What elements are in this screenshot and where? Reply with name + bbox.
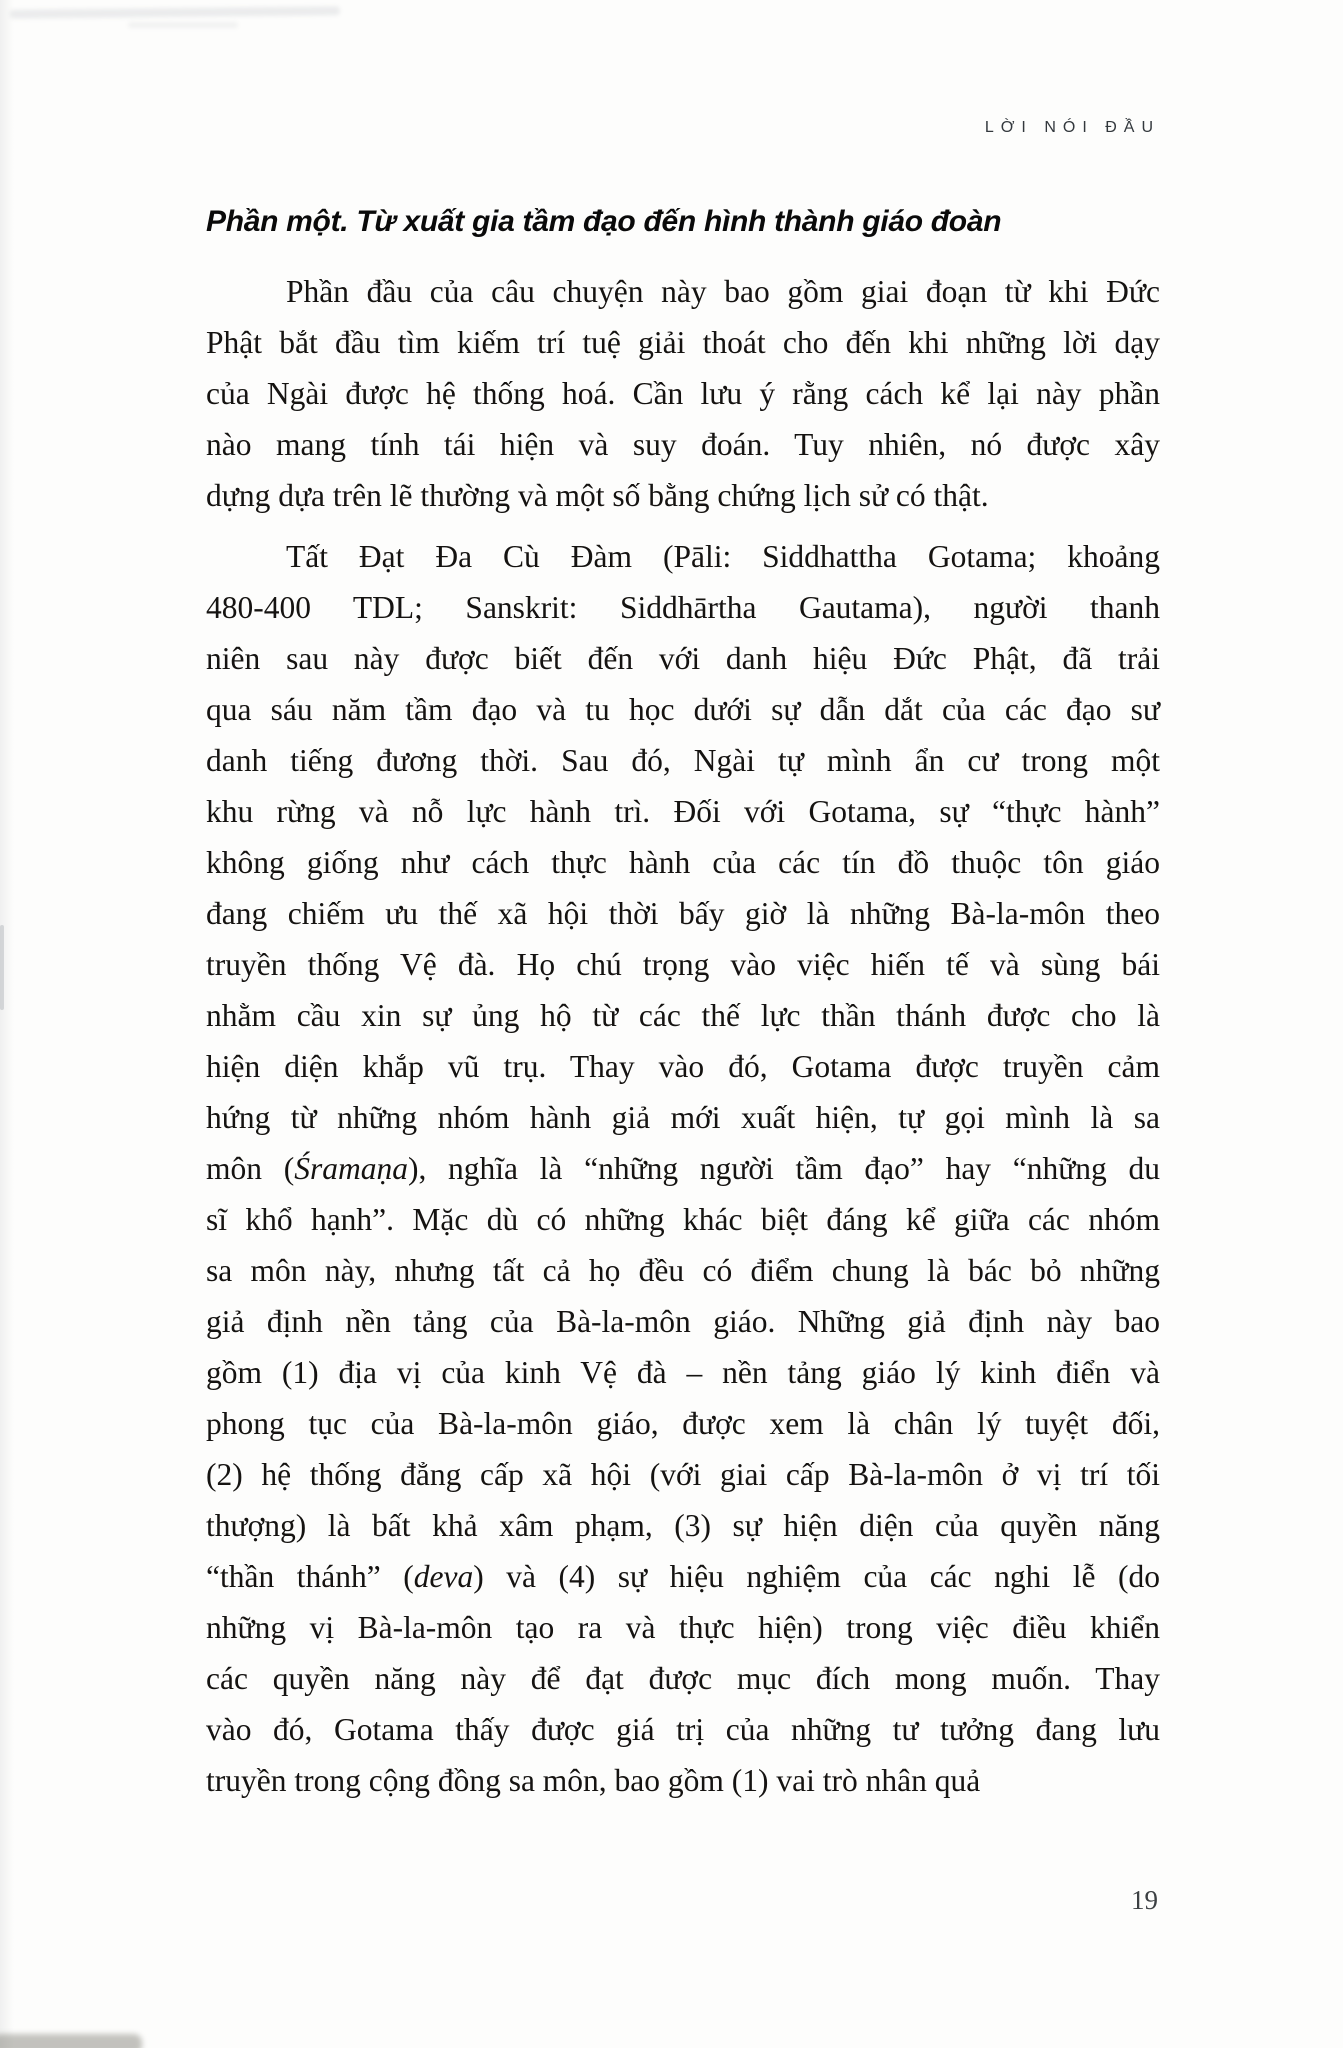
scan-smudge-top	[10, 6, 340, 18]
text-line: nhằm cầu xin sự ủng hộ từ các thế lực thần thánh được cho là	[206, 998, 1160, 1033]
text-line: những vị Bà-la-môn tạo ra và thực hiện) trong việc điều khiển	[206, 1610, 1160, 1645]
text-line: gồm (1) địa vị của kinh Vệ đà – nền tảng giáo lý kinh điển và	[206, 1355, 1160, 1390]
text-line: danh tiếng đương thời. Sau đó, Ngài tự mình ẩn cư trong một	[206, 743, 1160, 778]
text-line: Phần đầu của câu chuyện này bao gồm giai đoạn từ khi Đức	[286, 274, 1160, 309]
text-line: hứng từ những nhóm hành giả mới xuất hiện, tự gọi mình là sa	[206, 1100, 1160, 1135]
text-line: của Ngài được hệ thống hoá. Cần lưu ý rằng cách kể lại này phần	[206, 376, 1160, 411]
text-line: môn (Śramaṇa), nghĩa là “những người tầm đạo” hay “những du	[206, 1151, 1160, 1186]
page-number: 19	[1131, 1885, 1158, 1915]
text-line: giả định nền tảng của Bà-la-môn giáo. Những giả định này bao	[206, 1304, 1160, 1339]
text-line: truyền thống Vệ đà. Họ chú trọng vào việc hiến tế và sùng bái	[206, 947, 1160, 982]
text-line: không giống như cách thực hành của các tín đồ thuộc tôn giáo	[206, 845, 1160, 880]
text-line: dựng dựa trên lẽ thường và một số bằng chứng lịch sử có thật.	[206, 478, 989, 513]
text-line: sĩ khổ hạnh”. Mặc dù có những khác biệt đáng kể giữa các nhóm	[206, 1202, 1160, 1237]
body-paragraph	[206, 266, 1160, 521]
text-line: thượng) là bất khả xâm phạm, (3) sự hiện diện của quyền năng	[206, 1508, 1160, 1543]
text-line: nào mang tính tái hiện và suy đoán. Tuy nhiên, nó được xây	[206, 427, 1160, 462]
text-line: 480-400 TDL; Sanskrit: Siddhārtha Gautama), người thanh	[206, 590, 1160, 625]
scan-smudge-bottom-left	[0, 2034, 142, 2048]
text-line: khu rừng và nỗ lực hành trì. Đối với Gotama, sự “thực hành”	[206, 794, 1160, 829]
text-line: các quyền năng này để đạt được mục đích mong muốn. Thay	[206, 1661, 1160, 1696]
scan-smudge-left-edge	[0, 925, 4, 1010]
text-line: truyền trong cộng đồng sa môn, bao gồm (1) vai trò nhân quả	[206, 1763, 981, 1798]
text-line: đang chiếm ưu thế xã hội thời bấy giờ là những Bà-la-môn theo	[206, 896, 1160, 931]
body-paragraph	[206, 531, 1160, 1806]
text-line: niên sau này được biết đến với danh hiệu Đức Phật, đã trải	[206, 641, 1160, 676]
scan-smudge-top-2	[128, 22, 238, 28]
text-line: phong tục của Bà-la-môn giáo, được xem là chân lý tuyệt đối,	[206, 1406, 1160, 1441]
text-block	[206, 200, 1160, 1806]
body-text	[206, 266, 1160, 1806]
running-header: LỜI NÓI ĐẦU	[984, 119, 1160, 136]
text-line: Tất Đạt Đa Cù Đàm (Pāli: Siddhattha Gotama; khoảng	[286, 539, 1160, 574]
text-line: hiện diện khắp vũ trụ. Thay vào đó, Gotama được truyền cảm	[206, 1049, 1160, 1084]
text-line: Phật bắt đầu tìm kiếm trí tuệ giải thoát cho đến khi những lời dạy	[206, 325, 1160, 360]
text-line: qua sáu năm tầm đạo và tu học dưới sự dẫn dắt của các đạo sư	[206, 692, 1160, 727]
text-line: sa môn này, nhưng tất cả họ đều có điểm chung là bác bỏ những	[206, 1253, 1160, 1288]
section-heading: Phần một. Từ xuất gia tầm đạo đến hình thành giáo đoàn	[206, 205, 1002, 238]
text-line: (2) hệ thống đẳng cấp xã hội (với giai cấp Bà-la-môn ở vị trí tối	[206, 1457, 1160, 1492]
text-line: vào đó, Gotama thấy được giá trị của những tư tưởng đang lưu	[206, 1712, 1160, 1747]
text-line: “thần thánh” (deva) và (4) sự hiệu nghiệm của các nghi lễ (do	[206, 1559, 1160, 1594]
